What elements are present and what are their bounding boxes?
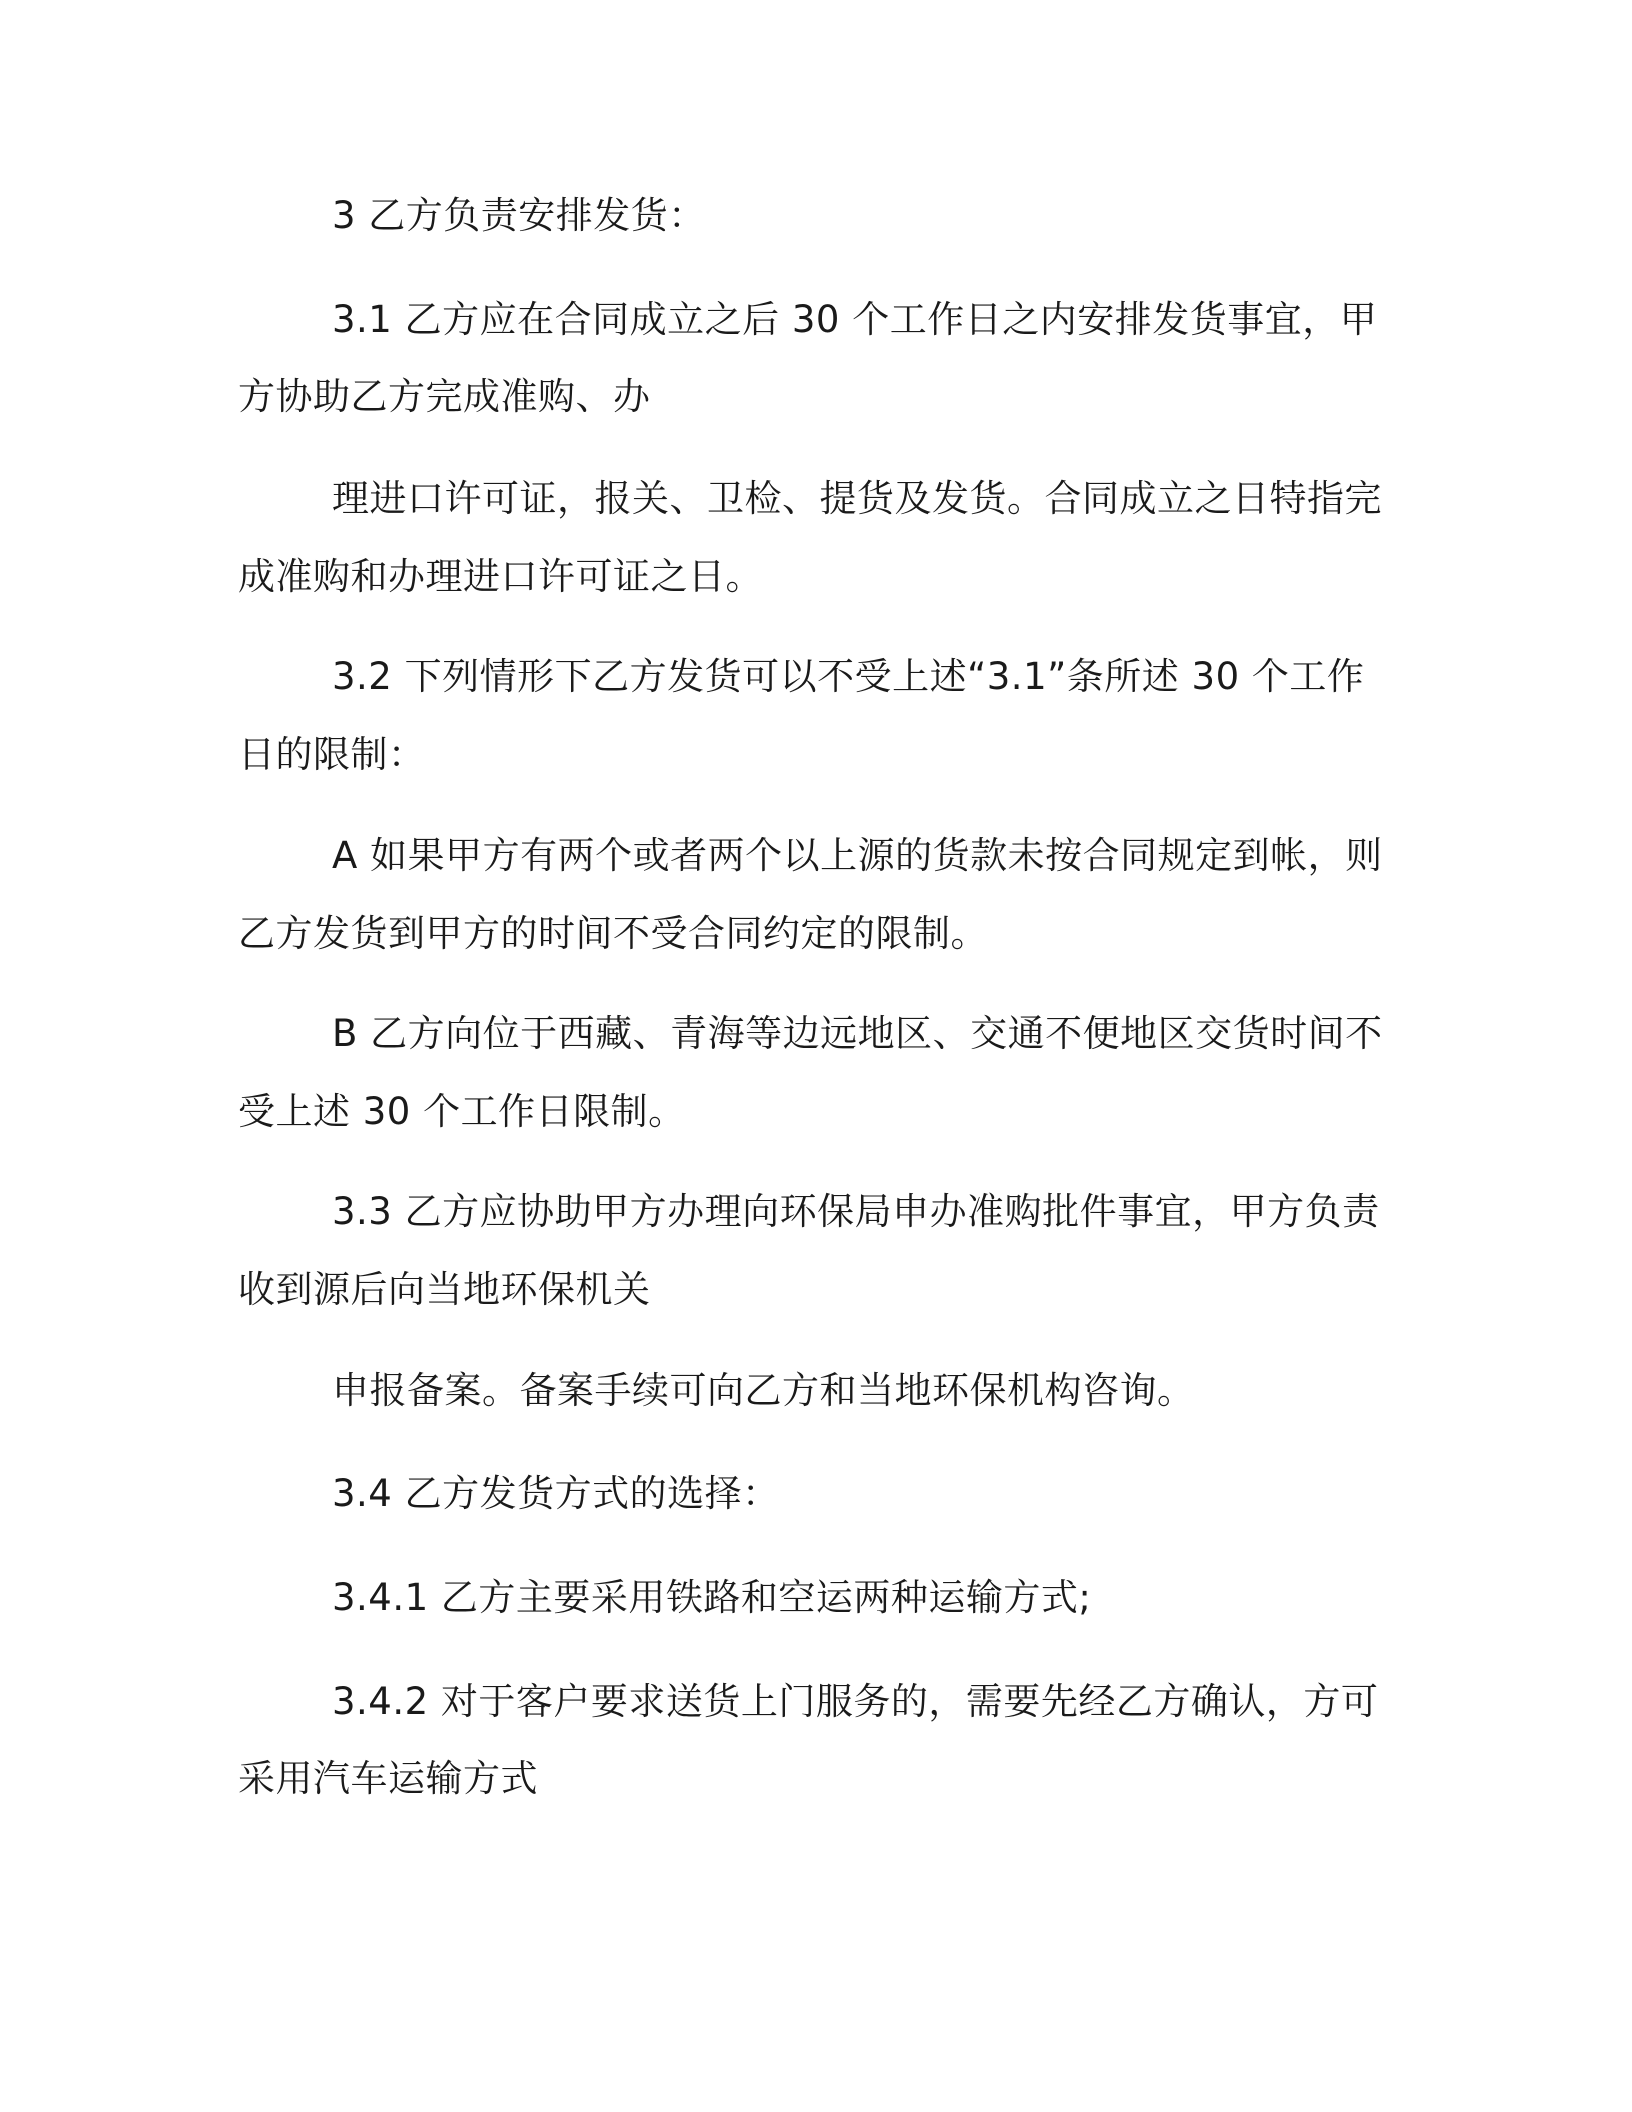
clause-3-1-line-1: 3.1 乙方应在合同成立之后 30 个工作日之内安排发货事宜，甲 [332,298,1378,341]
item-a-line-2: 乙方发货到甲方的时间不受合同约定的限制。 [238,912,988,955]
section-heading: 3 乙方负责安排发货： [332,194,706,237]
clause-3-2-line-1: 3.2 下列情形下乙方发货可以不受上述“3.1”条所述 30 个工作 [332,655,1365,698]
item-b-line-2: 受上述 30 个工作日限制。 [238,1090,686,1133]
item-a-line-1: A 如果甲方有两个或者两个以上源的货款未按合同规定到帐，则 [332,834,1383,877]
clause-3-4-1: 3.4.1 乙方主要采用铁路和空运两种运输方式; [332,1576,1092,1619]
clause-3-1-line-2: 方协助乙方完成准购、办 [238,375,651,418]
clause-3-3-line-2: 收到源后向当地环保机关 [238,1268,651,1311]
clause-3-1-cont-line-2: 成准购和办理进口许可证之日。 [238,555,763,598]
clause-3-4-2-line-1: 3.4.2 对于客户要求送货上门服务的，需要先经乙方确认，方可 [332,1680,1379,1723]
clause-3-3-line-1: 3.3 乙方应协助甲方办理向环保局申办准购批件事宜，甲方负责 [332,1190,1380,1233]
clause-3-4-2-line-2: 采用汽车运输方式 [238,1757,538,1800]
clause-3-3-cont-line-1: 申报备案。备案手续可向乙方和当地环保机构咨询。 [332,1369,1195,1412]
clause-3-2-line-2: 日的限制： [238,733,426,776]
clause-3-1-cont-line-1: 理进口许可证，报关、卫检、提货及发货。合同成立之日特指完 [332,477,1382,520]
clause-3-4: 3.4 乙方发货方式的选择： [332,1472,780,1515]
item-b-line-1: B 乙方向位于西藏、青海等边远地区、交通不便地区交货时间不 [332,1012,1383,1055]
